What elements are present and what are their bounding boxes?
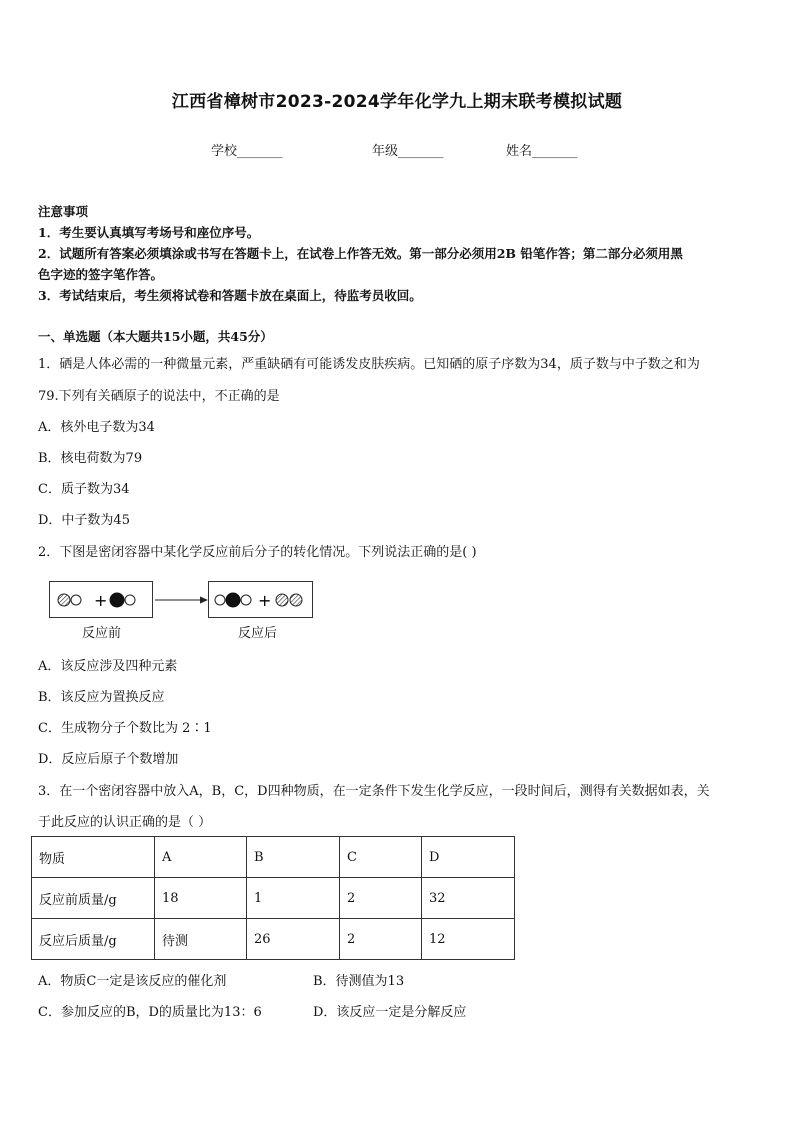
q1-stem-line2: 79.下列有关硒原子的说法中，不正确的是 xyxy=(38,389,280,404)
black-atom xyxy=(110,593,124,607)
table-cell: 2 xyxy=(340,919,422,960)
table-cell: 物质 xyxy=(32,837,155,878)
hatched-atom xyxy=(290,594,302,606)
white-atom xyxy=(241,595,251,605)
note-item: 2．试题所有答案必须填涂或书写在答题卡上，在试卷上作答无效。第一部分必须用2B 铅笔作答；第二部分必须用黑 xyxy=(38,246,683,261)
q2-option-d: D．反应后原子个数增加 xyxy=(38,752,179,767)
school-field: 学校_______ xyxy=(211,144,283,159)
page-title: 江西省樟树市2023-2024学年化学九上期末联考模拟试题 xyxy=(171,92,623,112)
note-item: 1．考生要认真填写考场号和座位序号。 xyxy=(38,225,260,240)
table-cell: B xyxy=(247,837,340,878)
white-atom xyxy=(125,595,135,605)
note-item: 3．考试结束后，考生须将试卷和答题卡放在桌面上，待监考员收回。 xyxy=(38,288,422,303)
white-atom xyxy=(71,595,81,605)
q1-option-a: A．核外电子数为34 xyxy=(38,420,155,435)
q1-stem-line1: 1．硒是人体必需的一种微量元素，严重缺硒有可能诱发皮肤疾病。已知硒的原子序数为34，质子数与中子数之和为 xyxy=(38,357,700,372)
notes-heading: 注意事项 xyxy=(38,204,89,219)
q1-option-d: D．中子数为45 xyxy=(38,513,130,528)
q3-option-b: B．待测值为13 xyxy=(313,974,405,989)
white-atom xyxy=(215,595,225,605)
after-label: 反应后 xyxy=(238,626,278,641)
table-cell: D xyxy=(422,837,515,878)
table-cell: 反应前质量/g xyxy=(32,878,155,919)
plus-sign: + xyxy=(258,591,272,610)
hatched-atom xyxy=(276,594,288,606)
hatched-atom xyxy=(58,594,70,606)
table-cell: 待测 xyxy=(155,919,247,960)
table-cell: 12 xyxy=(422,919,515,960)
before-reaction-box xyxy=(49,581,153,618)
table-cell: 2 xyxy=(340,878,422,919)
q3-option-d: D．该反应一定是分解反应 xyxy=(313,1005,467,1020)
q2-option-b: B．该反应为置换反应 xyxy=(38,690,165,705)
after-reaction-box xyxy=(208,581,313,618)
before-label: 反应前 xyxy=(82,626,122,641)
notes-section xyxy=(38,201,758,306)
plus-sign: + xyxy=(94,591,108,610)
q3-option-c: C．参加反应的B，D的质量比为13：6 xyxy=(38,1005,262,1020)
table-cell: 26 xyxy=(247,919,340,960)
section-heading: 一、单选题（本大题共15小题，共45分） xyxy=(38,329,273,344)
q2-stem: 2．下图是密闭容器中某化学反应前后分子的转化情况。下列说法正确的是( ) xyxy=(38,545,477,560)
table-row xyxy=(32,837,515,878)
name-field: 姓名_______ xyxy=(506,144,578,159)
q3-option-a: A．物质C一定是该反应的催化剂 xyxy=(38,974,227,989)
grade-field: 年级_______ xyxy=(372,144,444,159)
table-row xyxy=(32,919,515,960)
table-cell: A xyxy=(155,837,247,878)
reaction-arrow xyxy=(153,592,209,608)
q3-stem-line2: 于此反应的认识正确的是（ ） xyxy=(38,815,212,830)
after-molecules-diagram xyxy=(209,582,312,617)
black-atom xyxy=(226,593,240,607)
table-row xyxy=(32,878,515,919)
before-molecules-diagram xyxy=(50,582,152,617)
q2-option-c: C．生成物分子个数比为 2∶1 xyxy=(38,721,212,736)
table-cell: C xyxy=(340,837,422,878)
table-cell: 32 xyxy=(422,878,515,919)
q1-option-b: B．核电荷数为79 xyxy=(38,451,143,466)
table-cell: 18 xyxy=(155,878,247,919)
note-item: 色字迹的签字笔作答。 xyxy=(38,267,164,282)
table-cell: 1 xyxy=(247,878,340,919)
q1-option-c: C．质子数为34 xyxy=(38,482,130,497)
q3-stem-line1: 3．在一个密闭容器中放入A，B，C，D四种物质，在一定条件下发生化学反应，一段时间后，测得有关数据如表，关 xyxy=(38,784,710,799)
q2-option-a: A．该反应涉及四种元素 xyxy=(38,659,178,674)
data-table xyxy=(31,836,515,960)
table-cell: 反应后质量/g xyxy=(32,919,155,960)
